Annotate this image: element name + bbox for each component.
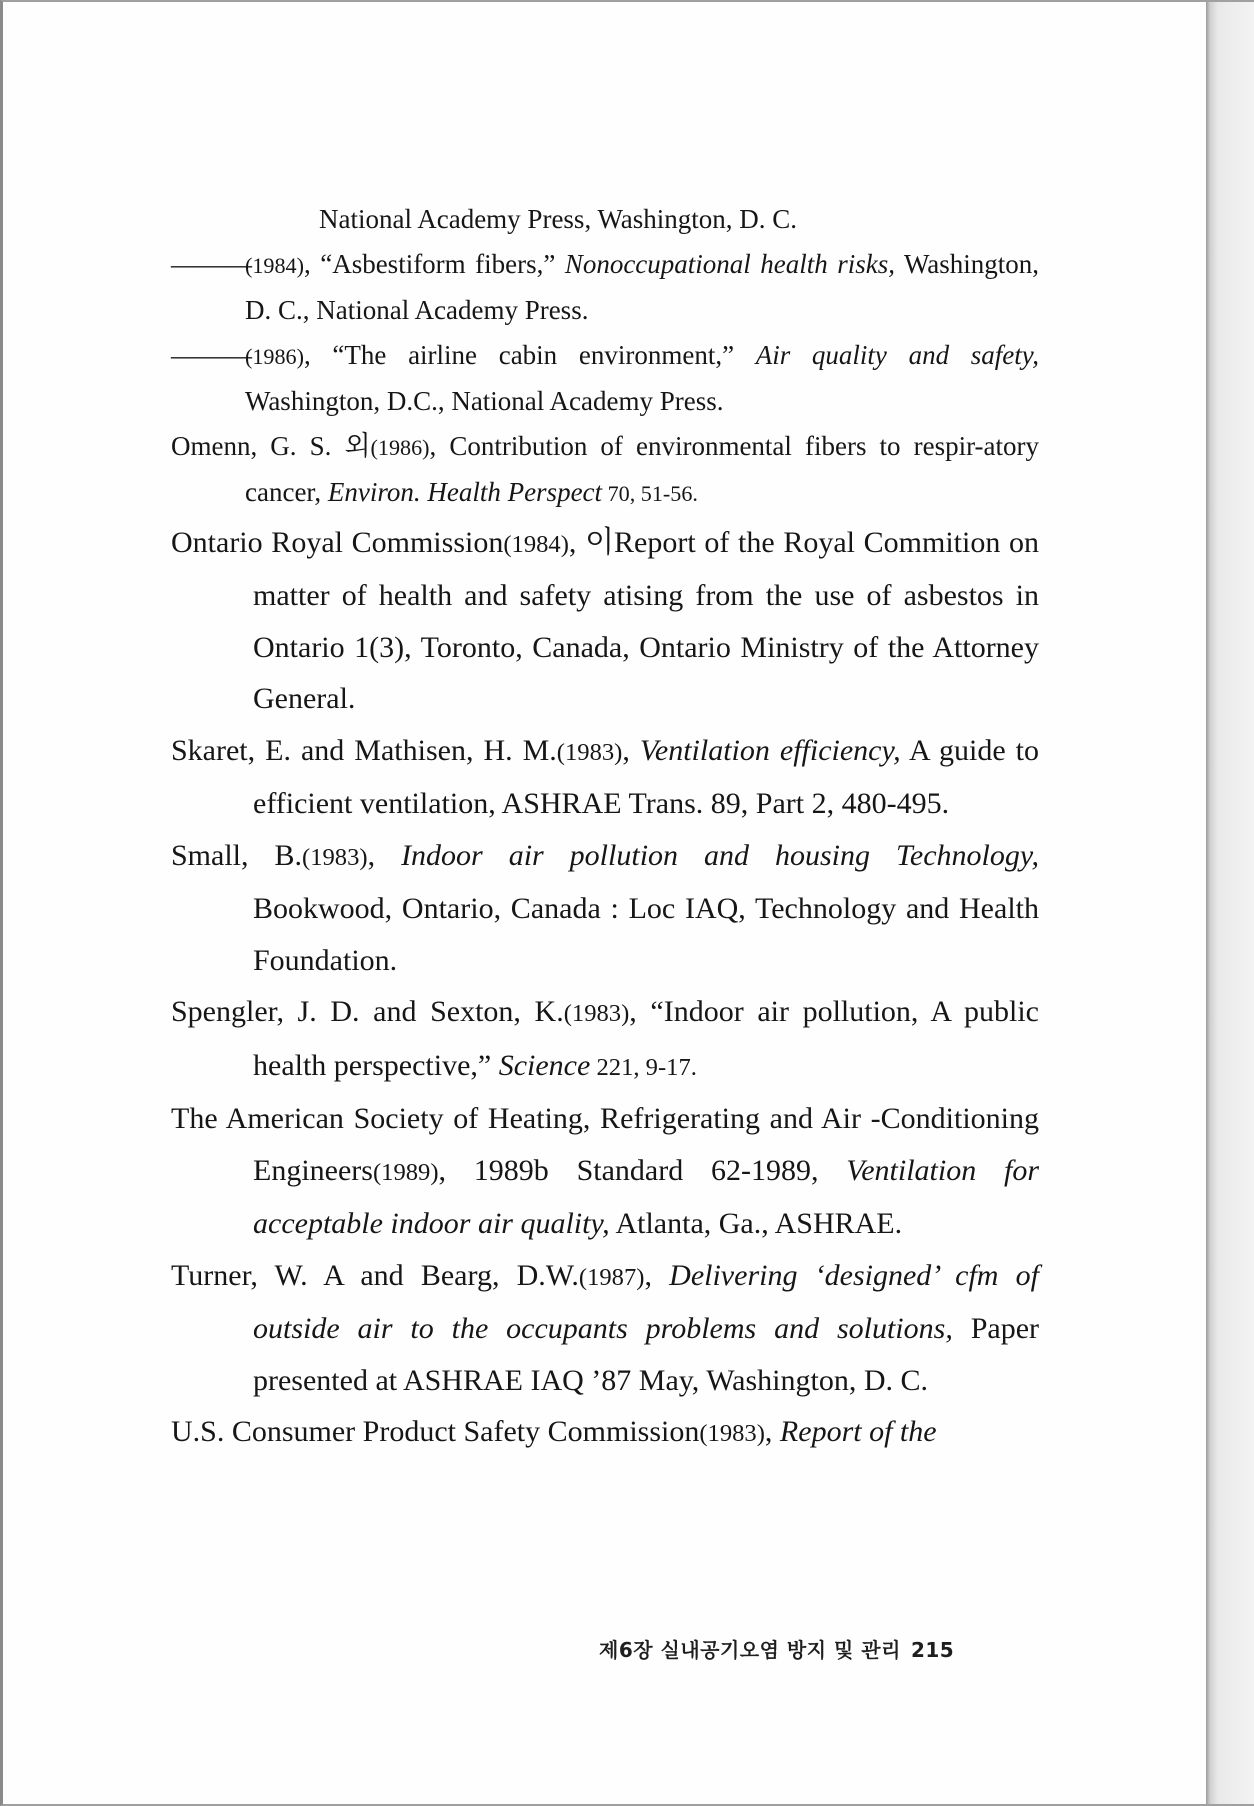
reference-details: Atlanta, Ga., ASHRAE. <box>609 1207 903 1240</box>
reference-source: Ventilation efficiency, <box>639 733 901 767</box>
reference-source: Ventilation for acceptable indoor air quality, <box>253 1153 1039 1240</box>
reference-title: , “Indoor air pollution, A public health perspective,” <box>253 995 1039 1082</box>
reference-publisher: Washington, D.C., National Academy Press. <box>245 386 724 416</box>
page-number: 215 <box>910 1638 955 1662</box>
reference-source: Delivering ‘designed’ cfm of outside air to the occupants problems and solutions, <box>253 1258 1039 1345</box>
reference-sep: , <box>367 838 402 872</box>
reference-title: , “The airline cabin environment,” <box>304 339 756 370</box>
reference-year: (1986) <box>245 343 304 369</box>
reference-author: Small, B. <box>171 838 302 872</box>
reference-entry <box>171 517 1039 725</box>
reference-source: Environ. Health Perspect <box>327 477 603 507</box>
reference-source: Science <box>498 1048 591 1082</box>
reference-entry <box>171 986 1039 1093</box>
reference-entry <box>171 333 1039 424</box>
reference-list <box>171 197 1039 1460</box>
reference-year: (1983) <box>699 1420 765 1447</box>
reference-author: Turner, W. A and Bearg, D.W. <box>171 1258 579 1292</box>
reference-title: , “Asbestiform fibers,” <box>304 248 565 279</box>
reference-year: (1984) <box>503 530 569 558</box>
ditto-dash: ——— <box>171 339 252 370</box>
reference-source: Report of the <box>779 1415 937 1448</box>
reference-author: Spengler, J. D. and Sexton, K. <box>171 995 564 1028</box>
reference-details: A guide to efficient ventilation, ASHRAE Trans. 89, Part 2, 480-495. <box>253 733 1040 820</box>
reference-details: Paper presented at ASHRAE IAQ ’87 May, Washington, D. C. <box>253 1312 1040 1397</box>
reference-author: Skaret, E. and Mathisen, H. M. <box>171 733 557 767</box>
reference-sep: , <box>622 733 640 767</box>
reference-source: Nonoccupational health risks, <box>564 248 895 279</box>
reference-entry <box>171 725 1039 830</box>
reference-details: Bookwood, Ontario, Canada : Loc IAQ, Technology and Health Foundation. <box>253 892 1039 977</box>
reference-author: The American Society of Heating, Refrigerating and Air -Conditioning Engineers <box>171 1102 1039 1187</box>
reference-entry <box>171 1406 1039 1460</box>
ditto-dash: ——— <box>171 248 252 279</box>
reference-publisher: Washington, D. C., National Academy Press. <box>245 248 1040 325</box>
reference-year: (1984) <box>245 252 304 278</box>
reference-pages: 221, 9-17. <box>590 1053 697 1081</box>
reference-author: Omenn, G. S. 외 <box>171 430 371 461</box>
chapter-title: 제6장 실내공기오염 방지 및 관리 <box>599 1638 901 1662</box>
reference-pages: 70, 51-56. <box>602 481 698 506</box>
reference-source: Indoor air pollution and housing Technology, <box>401 838 1040 872</box>
reference-year: (1983) <box>556 738 623 766</box>
reference-sep: , <box>764 1415 780 1448</box>
reference-sep: , <box>644 1258 670 1292</box>
reference-year: (1986) <box>370 434 430 460</box>
reference-year: (1987) <box>578 1263 645 1291</box>
reference-entry <box>171 242 1039 333</box>
reference-entry <box>171 1093 1039 1250</box>
reference-author: Ontario Royal Commission <box>171 525 504 559</box>
running-footer <box>599 1634 954 1663</box>
reference-entry <box>171 1250 1039 1407</box>
reference-entry <box>171 424 1039 517</box>
reference-title: , 1989b Standard 62-1989, <box>438 1153 847 1187</box>
reference-year: (1983) <box>302 843 368 871</box>
page-edge-shadow <box>1206 2 1254 1804</box>
reference-entry <box>171 830 1039 987</box>
reference-title: , Contribution of environmental fibers to respir-atory cancer, <box>245 430 1039 507</box>
reference-source: Air quality and safety, <box>755 339 1039 370</box>
reference-title: , 이Report of the Royal Commition on matter of health and safety atising from the use of asbestos in Ontario 1(3), Toronto, Canada, Ontario Ministry of the Attorney General. <box>253 525 1039 715</box>
reference-year: (1983) <box>563 1000 630 1027</box>
reference-author: U.S. Consumer Product Safety Commission <box>171 1415 700 1448</box>
reference-year: (1989) <box>372 1158 439 1186</box>
reference-text: National Academy Press, Washington, D. C. <box>319 204 798 234</box>
reference-entry <box>171 197 1039 242</box>
